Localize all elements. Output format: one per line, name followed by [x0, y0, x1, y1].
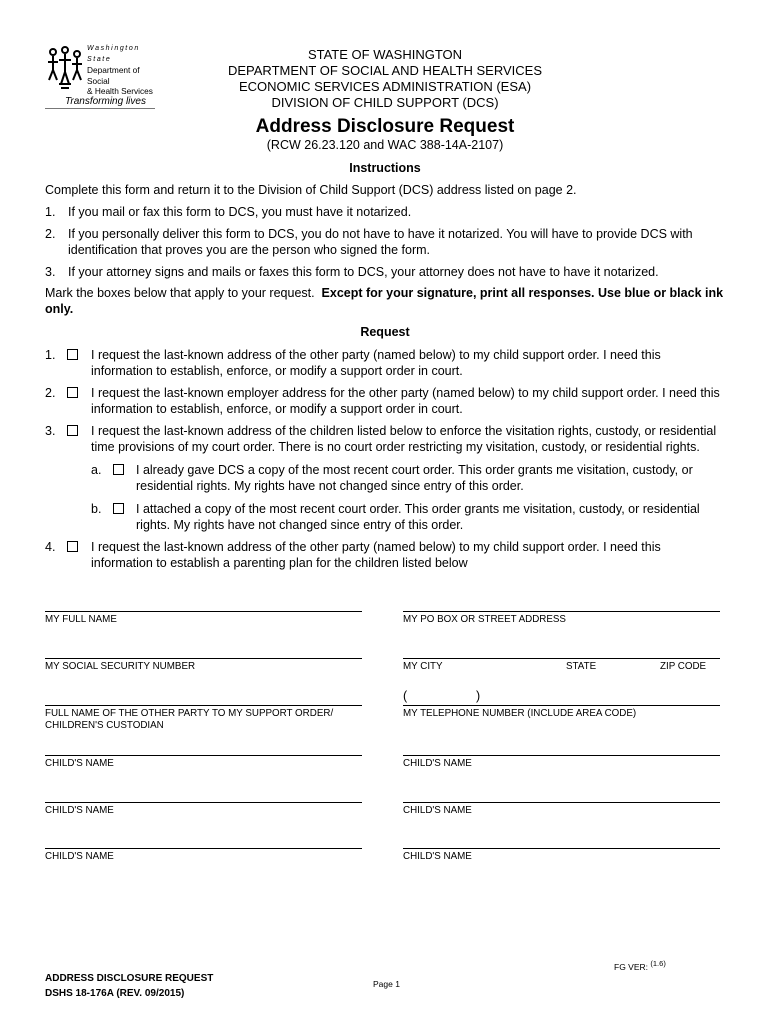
child-name-label: CHILD'S NAME — [45, 758, 114, 769]
child-name-label: CHILD'S NAME — [45, 805, 114, 816]
instructions-intro: Complete this form and return it to the Division of Child Support (DCS) address listed on page 2. — [45, 183, 577, 197]
child-name-field[interactable] — [45, 802, 362, 803]
child-name-label: CHILD'S NAME — [403, 758, 472, 769]
fg-version-label: FG VER: — [614, 962, 649, 972]
form-title-footer: ADDRESS DISCLOSURE REQUEST — [45, 973, 214, 984]
request-heading: Request — [360, 325, 410, 339]
request-3b-checkbox[interactable] — [113, 503, 124, 514]
instruction-text: If you mail or fax this form to DCS, you must have it notarized. — [68, 205, 412, 219]
instruction-num: 2. — [45, 227, 56, 241]
logo-agency-line2: & Health Services — [87, 86, 153, 96]
instructions-heading: Instructions — [349, 161, 421, 175]
request-num: 1. — [45, 348, 56, 362]
other-party-field[interactable] — [45, 705, 362, 706]
header-line-2: DEPARTMENT OF SOCIAL AND HEALTH SERVICES — [228, 63, 542, 78]
my-full-name-field[interactable] — [45, 611, 362, 612]
instruction-num: 3. — [45, 265, 56, 279]
request-text: I request the last-known address of the other party (named below) to my child support order. I need this information to establish, enforce, or modify a support order in court. — [91, 348, 661, 378]
request-num: 2. — [45, 386, 56, 400]
form-number: DSHS 18-176A (REV. 09/2015) — [45, 988, 185, 999]
child-name-field[interactable] — [403, 755, 720, 756]
request-text: I request the last-known address of the other party (named below) to my child support order. I need this information to establish a parenting plan for the children listed below — [91, 540, 661, 570]
request-text: I request the last-known address of the children listed below to enforce the visitation rights, custody, or residential time provisions of my court order. There is no court order restricting my visitation, custody, or residential rights. — [91, 424, 717, 454]
child-name-label: CHILD'S NAME — [45, 851, 114, 862]
mark-boxes-note — [45, 285, 725, 317]
my-ssn-field[interactable] — [45, 658, 362, 659]
page-title: Address Disclosure Request — [255, 116, 515, 137]
request-text: I request the last-known employer address for the other party (named below) to my child support order. I need this information to establish, enforce, or modify a support order in court. — [91, 386, 720, 416]
child-name-field[interactable] — [45, 848, 362, 849]
page-subtitle: (RCW 26.23.120 and WAC 388-14A-2107) — [266, 138, 504, 152]
request-3a-checkbox[interactable] — [113, 464, 124, 475]
mark-boxes-bold: Except for your signature, print all responses. Use blue or black ink only. — [45, 286, 724, 316]
child-name-field[interactable] — [403, 802, 720, 803]
phone-close-paren: ) — [476, 689, 481, 703]
request-1-checkbox[interactable] — [67, 349, 78, 360]
request-2-checkbox[interactable] — [67, 387, 78, 398]
child-name-label: CHILD'S NAME — [403, 851, 472, 862]
logo-agency-line1: Department of Social — [87, 65, 140, 86]
request-4-checkbox[interactable] — [67, 541, 78, 552]
subitem-num: b. — [91, 502, 102, 516]
zip-label: ZIP CODE — [660, 661, 707, 672]
logo-tagline: Transforming lives — [65, 96, 146, 107]
my-full-name-label: MY FULL NAME — [45, 614, 117, 625]
fg-version-number: (1.6) — [650, 959, 666, 968]
instruction-text: If your attorney signs and mails or faxes this form to DCS, your attorney does not have to have it notarized. — [68, 265, 659, 279]
subitem-num: a. — [91, 463, 102, 477]
child-name-field[interactable] — [403, 848, 720, 849]
child-name-label: CHILD'S NAME — [403, 805, 472, 816]
subitem-text: I already gave DCS a copy of the most recent court order. This order grants me visitation, custody, or residential rights. My rights have not changed since entry of this order. — [136, 463, 693, 493]
phone-field[interactable] — [403, 705, 720, 706]
my-ssn-label: MY SOCIAL SECURITY NUMBER — [45, 661, 196, 672]
logo-state: Washington State — [87, 45, 140, 63]
phone-label: MY TELEPHONE NUMBER (INCLUDE AREA CODE) — [403, 708, 637, 719]
subitem-text: I attached a copy of the most recent court order. This order grants me visitation, custody, or residential rights. My rights have not changed since entry of this order. — [136, 502, 700, 532]
phone-open-paren: ( — [403, 689, 408, 703]
other-party-label: FULL NAME OF THE OTHER PARTY TO MY SUPPORT ORDER/ CHILDREN'S CUSTODIAN — [45, 708, 334, 731]
mark-boxes-text: Mark the boxes below that apply to your request. — [45, 286, 315, 300]
request-num: 3. — [45, 424, 56, 438]
header-line-3: ECONOMIC SERVICES ADMINISTRATION (ESA) — [238, 79, 532, 94]
instruction-text: If you personally deliver this form to DCS, you do not have to have it notarized. You will have to provide DCS with identification that proves you are the person who signed the form. — [68, 227, 693, 257]
my-address-label: MY PO BOX OR STREET ADDRESS — [403, 614, 566, 625]
state-label: STATE — [566, 661, 597, 672]
fg-version — [614, 959, 666, 972]
request-num: 4. — [45, 540, 56, 554]
my-address-field[interactable] — [403, 611, 720, 612]
child-name-field[interactable] — [45, 755, 362, 756]
page-number: Page 1 — [373, 979, 400, 989]
header-line-1: STATE OF WASHINGTON — [307, 47, 463, 62]
header-line-4: DIVISION OF CHILD SUPPORT (DCS) — [271, 95, 499, 110]
request-3-checkbox[interactable] — [67, 425, 78, 436]
my-city-state-zip-field[interactable] — [403, 658, 720, 659]
instruction-num: 1. — [45, 205, 56, 219]
my-city-label: MY CITY — [403, 661, 443, 672]
